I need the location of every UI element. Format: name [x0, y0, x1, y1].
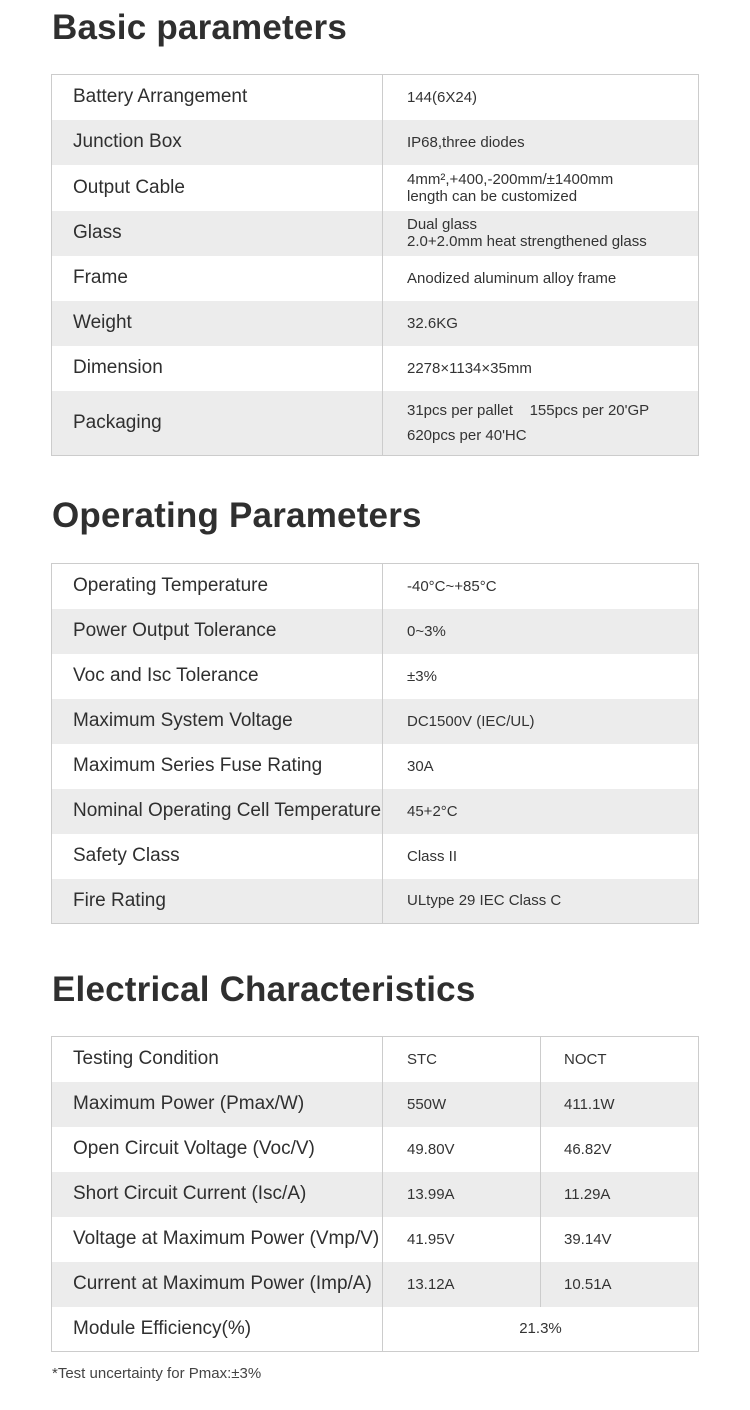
- table-row: [52, 211, 699, 256]
- table-row: [52, 256, 699, 301]
- stc-value: 13.99A: [383, 1172, 541, 1217]
- noct-value: 39.14V: [564, 1230, 612, 1248]
- param-label: Maximum Series Fuse Rating: [52, 744, 383, 789]
- param-label: Battery Arrangement: [52, 75, 383, 120]
- efficiency-value: 21.3%: [519, 1320, 562, 1338]
- basic-parameters-table: [51, 74, 699, 456]
- param-value: ±3%: [407, 667, 437, 685]
- param-label: Operating Temperature: [52, 564, 383, 609]
- param-value-line: 31pcs per pallet 155pcs per 20'GP: [407, 401, 650, 419]
- stc-value: 13.12A: [383, 1262, 541, 1307]
- param-value-line: length can be customized: [407, 187, 578, 205]
- efficiency-label: Module Efficiency(%): [52, 1307, 383, 1352]
- table-row: [52, 1217, 699, 1262]
- param-label: Fire Rating: [52, 879, 383, 924]
- param-label: Power Output Tolerance: [52, 609, 383, 654]
- param-label: Packaging: [52, 391, 383, 456]
- table-row: [52, 1127, 699, 1172]
- table-row: [52, 564, 699, 609]
- param-label: Junction Box: [52, 120, 383, 165]
- param-value-line: 620pcs per 40'HC: [407, 426, 527, 444]
- param-value: [383, 211, 699, 256]
- footnote: *Test uncertainty for Pmax:±3%: [52, 1365, 262, 1382]
- param-label: Maximum Power (Pmax/W): [52, 1082, 383, 1127]
- param-value-line: 2.0+2.0mm heat strengthened glass: [407, 233, 647, 250]
- param-value: [383, 346, 699, 391]
- table-row: [52, 165, 699, 211]
- param-label: Frame: [52, 256, 383, 301]
- param-label: Short Circuit Current (Isc/A): [52, 1172, 383, 1217]
- stc-value: 49.80V: [383, 1127, 541, 1172]
- section-title-basic: Basic parameters: [52, 8, 348, 47]
- param-value-line: 2278×1134×35mm: [407, 359, 532, 377]
- operating-parameters-table: [51, 563, 699, 924]
- stc-value: 550W: [383, 1082, 541, 1127]
- param-value: [383, 120, 699, 165]
- param-label: Output Cable: [52, 165, 383, 211]
- noct-value: 46.82V: [564, 1140, 612, 1158]
- param-value: -40°C~+85°C: [407, 577, 497, 595]
- column-header-condition: Testing Condition: [52, 1037, 383, 1082]
- param-value-line: 4mm²,+400,-200mm/±1400mm: [407, 170, 614, 188]
- table-row: [52, 699, 699, 744]
- section-title-operating: Operating Parameters: [52, 496, 422, 535]
- noct-value: 11.29A: [541, 1172, 699, 1217]
- param-value: DC1500V (IEC/UL): [383, 699, 699, 744]
- table-row: [52, 744, 699, 789]
- param-label: Open Circuit Voltage (Voc/V): [52, 1127, 383, 1172]
- param-label: Current at Maximum Power (Imp/A): [52, 1262, 383, 1307]
- param-value: [383, 301, 699, 346]
- table-row: [52, 346, 699, 391]
- param-value: 0~3%: [383, 609, 699, 654]
- table-row: [52, 789, 699, 834]
- param-label: Voltage at Maximum Power (Vmp/V): [52, 1217, 383, 1262]
- noct-value: 411.1W: [541, 1082, 699, 1127]
- table-header-row: [52, 1037, 699, 1082]
- param-value: [383, 391, 699, 456]
- table-row: [52, 1262, 699, 1307]
- table-row: [52, 609, 699, 654]
- param-label: Voc and Isc Tolerance: [52, 654, 383, 699]
- param-label: Weight: [52, 301, 383, 346]
- table-row: [52, 1307, 699, 1352]
- table-row: [52, 391, 699, 456]
- noct-value: 10.51A: [541, 1262, 699, 1307]
- param-label: Maximum System Voltage: [52, 699, 383, 744]
- param-label: Nominal Operating Cell Temperature: [52, 789, 383, 834]
- table-row: [52, 879, 699, 924]
- table-row: [52, 120, 699, 165]
- param-value: [383, 256, 699, 301]
- param-value: [383, 165, 699, 211]
- param-value: 45+2°C: [383, 789, 699, 834]
- param-value-line: 32.6KG: [407, 314, 458, 332]
- section-title-electrical: Electrical Characteristics: [52, 970, 476, 1009]
- param-value-line: Dual glass: [407, 216, 478, 233]
- param-value-line: 144(6X24): [407, 88, 478, 106]
- table-row: [52, 301, 699, 346]
- param-value: Class II: [407, 847, 458, 865]
- param-label: Glass: [52, 211, 383, 256]
- param-value-line: Anodized aluminum alloy frame: [407, 269, 617, 287]
- param-value: ULtype 29 IEC Class C: [383, 879, 699, 924]
- column-header-noct: NOCT: [564, 1050, 607, 1068]
- param-value-line: IP68,three diodes: [407, 133, 525, 151]
- electrical-characteristics-table: [51, 1036, 699, 1352]
- table-row: [52, 834, 699, 879]
- table-row: [52, 1172, 699, 1217]
- column-header-stc: STC: [383, 1037, 541, 1082]
- param-label: Dimension: [52, 346, 383, 391]
- param-label: Safety Class: [52, 834, 383, 879]
- param-value: 30A: [407, 757, 434, 775]
- table-row: [52, 75, 699, 120]
- table-row: [52, 654, 699, 699]
- table-row: [52, 1082, 699, 1127]
- param-value: [383, 75, 699, 120]
- stc-value: 41.95V: [383, 1217, 541, 1262]
